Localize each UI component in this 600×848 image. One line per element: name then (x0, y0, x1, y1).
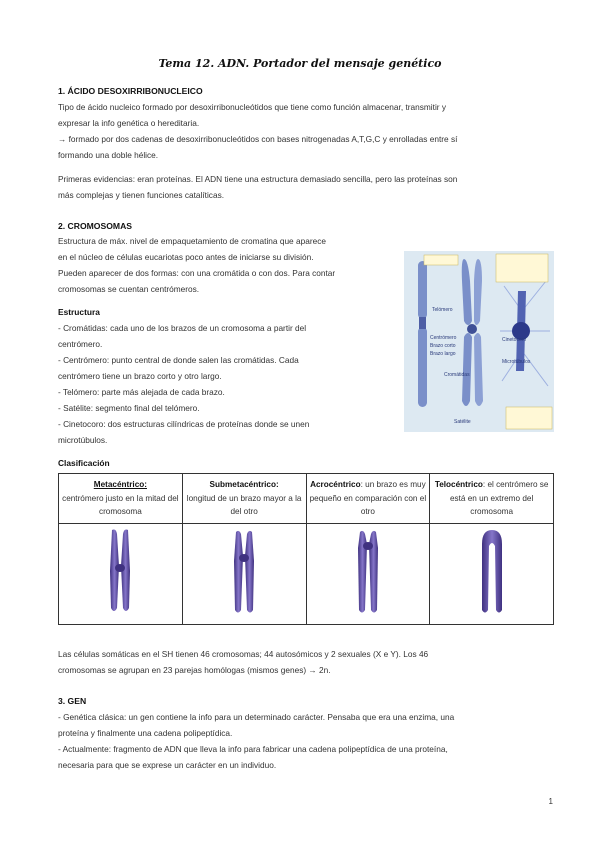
section-2-line: cromosomas se cuentan centrómeros. (58, 284, 200, 294)
table-cell-submetacentrico (182, 474, 306, 524)
label-centromero: Centrómero (430, 335, 457, 341)
page-title: Tema 12. ADN. Portador del mensaje genético (158, 57, 442, 70)
estructura-line: - Telómero: parte más alejada de cada brazo. (58, 387, 225, 397)
classification-table (58, 473, 554, 625)
somatic-cells-line: Las células somáticas en el SH tienen 46 cromosomas; 44 autosómicos y 2 sexuales (X e Y). Los 46 (58, 649, 429, 659)
section-2-line: Estructura de máx. nivel de empaquetamiento de cromatina que aparece (58, 236, 326, 246)
estructura-line: microtúbulos. (58, 435, 108, 445)
section-1-line: formando una doble hélice. (58, 150, 159, 160)
estructura-line: centrómero. (58, 339, 103, 349)
label-cinetocoro: Cinetocoro (502, 337, 527, 343)
cell-title: Acrocéntrico (310, 480, 361, 489)
submetacentric-chromosome-icon (224, 526, 264, 616)
cell-title: Metacéntrico: (93, 480, 147, 489)
telocentric-chromosome-icon (472, 526, 512, 616)
label-brazo-largo: Brazo largo (430, 351, 456, 357)
label-microtubulos: Microtúbulos (502, 359, 531, 365)
page-number: 1 (548, 797, 553, 806)
section-2-heading: 2. CROMOSOMAS (58, 221, 133, 231)
table-cell-metacentrico (59, 474, 183, 524)
estructura-line: - Satélite: segmento final del telómero. (58, 403, 200, 413)
estructura-heading: Estructura (58, 307, 100, 317)
label-brazo-corto: Brazo corto (430, 343, 456, 349)
table-row (59, 474, 554, 524)
chromosome-structure-diagram (404, 251, 554, 432)
label-telomero: Telómero (432, 307, 453, 313)
single-chromatid-icon (418, 261, 427, 407)
section-1-line: más complejas y tienen funciones catalíticas. (58, 190, 225, 200)
table-cell-acrocentrico (306, 474, 430, 524)
cell-title: Submetacéntrico: (209, 480, 279, 489)
label-cromatidas: Cromátidas (444, 372, 470, 378)
section-3-line: - Actualmente: fragmento de ADN que lleva la info para fabricar una cadena polipeptídica de una proteína, (58, 744, 448, 754)
estructura-line: - Centrómero: punto central de donde salen las cromátidas. Cada (58, 355, 299, 365)
cell-desc: centrómero justo en la mitad del cromosoma (62, 493, 179, 516)
table-row (59, 523, 554, 624)
section-3-line: proteína y finalmente una cadena polipeptídica. (58, 728, 233, 738)
table-cell-telocentrico (430, 474, 554, 524)
section-1-line: Tipo de ácido nucleico formado por desoxirribonucleótidos que tiene como función almacenar, transmitir y (58, 102, 447, 112)
section-1-line: expresar la info genética o hereditaria. (58, 118, 200, 128)
section-1-heading: 1. ÁCIDO DESOXIRRIBONUCLEICO (58, 86, 203, 96)
estructura-line: centrómero tiene un brazo corto y otro largo. (58, 371, 222, 381)
section-1-line: Primeras evidencias: eran proteínas. El ADN tiene una estructura demasiado sencilla, pero las proteínas son (58, 174, 458, 184)
section-2-line: Pueden aparecer de dos formas: con una cromátida o con dos. Para contar (58, 268, 336, 278)
cell-desc: : el centrómero se está en un extremo del cromosoma (449, 480, 549, 516)
clasificacion-heading: Clasificación (58, 458, 110, 468)
section-3-line: necesaria para que se exprese un carácter en un individuo. (58, 760, 277, 770)
estructura-line: - Cromátidas: cada uno de los brazos de un cromosoma a partir del (58, 323, 307, 333)
metacentric-chromosome-icon (100, 526, 140, 616)
section-3-heading: 3. GEN (58, 696, 87, 706)
estructura-line: - Cinetocoro: dos estructuras cilíndricas de proteínas donde se unen (58, 419, 310, 429)
section-2-line: en el núcleo de células eucariotas poco antes de iniciarse su división. (58, 252, 314, 262)
somatic-cells-line: cromosomas se agrupan en 23 parejas homólogas (mismos genes) → 2n. (58, 665, 331, 675)
cell-desc: : un brazo es muy pequeño en comparación con el otro (309, 480, 427, 516)
section-1-line: → formado por dos cadenas de desoxirribonucleótidos con bases nitrogenadas A,T,G,C y enrolladas entre sí (58, 134, 458, 144)
cell-desc: longitud de un brazo mayor a la del otro (186, 493, 302, 516)
label-satelite: Satélite (454, 419, 471, 425)
section-3-line: - Genética clásica: un gen contiene la info para un determinado carácter. Pensaba que era una enzima, una (58, 712, 455, 722)
acrocentric-chromosome-icon (348, 526, 388, 616)
cell-title: Telocéntrico (434, 480, 483, 489)
